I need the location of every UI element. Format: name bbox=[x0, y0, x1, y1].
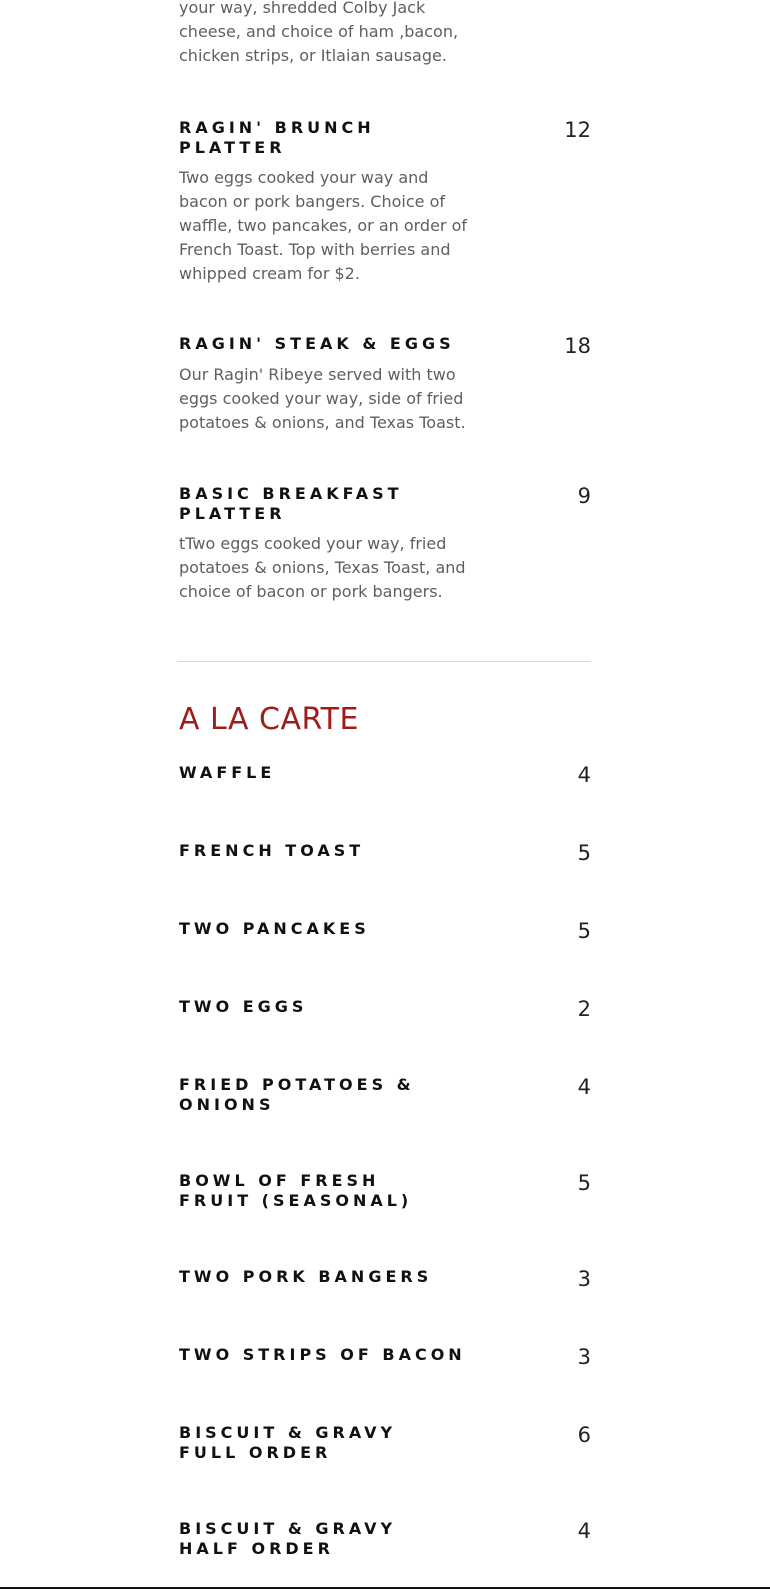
menu-item bbox=[179, 841, 591, 871]
item-price: 3 bbox=[577, 1267, 591, 1291]
item-price: 4 bbox=[577, 1075, 591, 1099]
item-name: BOWL OF FRESH FRUIT (SEASONAL) bbox=[179, 1171, 413, 1210]
item-price: 5 bbox=[577, 919, 591, 943]
menu-item bbox=[179, 1075, 591, 1119]
menu-item bbox=[179, 1423, 591, 1467]
item-name: RAGIN' STEAK & EGGS bbox=[179, 334, 455, 353]
item-description: Two eggs cooked your way and bacon or pork bangers. Choice of waffle, two pancakes, or an order of French Toast. Top with berries and whipped cream for $2. bbox=[179, 168, 468, 283]
menu-item bbox=[179, 1267, 591, 1297]
item-price: 4 bbox=[577, 763, 591, 787]
item-price: 3 bbox=[577, 1345, 591, 1369]
item-price: 6 bbox=[577, 1423, 591, 1447]
item-name: TWO STRIPS OF BACON bbox=[179, 1345, 466, 1364]
item-price: 12 bbox=[564, 118, 591, 142]
item-name: FRIED POTATOES & ONIONS bbox=[179, 1075, 415, 1114]
item-name: WAFFLE bbox=[179, 763, 276, 782]
item-price: 18 bbox=[564, 334, 591, 358]
item-description: tTwo eggs cooked your way, fried potatoes & onions, Texas Toast, and choice of bacon or pork bangers. bbox=[179, 534, 466, 601]
menu-item bbox=[179, 1519, 591, 1563]
menu-item bbox=[179, 763, 591, 793]
item-name: TWO PORK BANGERS bbox=[179, 1267, 433, 1286]
item-price: 5 bbox=[577, 1171, 591, 1195]
item-price: 5 bbox=[577, 841, 591, 865]
item-name: FRENCH TOAST bbox=[179, 841, 365, 860]
item-name: TWO PANCAKES bbox=[179, 919, 370, 938]
menu-item bbox=[179, 334, 591, 444]
item-name: BASIC BREAKFAST PLATTER bbox=[179, 484, 403, 523]
menu-item bbox=[179, 919, 591, 949]
item-name: BISCUIT & GRAVY FULL ORDER bbox=[179, 1423, 397, 1462]
item-price: 9 bbox=[577, 484, 591, 508]
menu-item bbox=[179, 1345, 591, 1375]
item-name: TWO EGGS bbox=[179, 997, 308, 1016]
menu-item bbox=[179, 484, 591, 614]
menu-item bbox=[179, 997, 591, 1027]
menu-item bbox=[179, 1171, 591, 1215]
item-price: 2 bbox=[577, 997, 591, 1021]
item-name: RAGIN' BRUNCH PLATTER bbox=[179, 118, 375, 157]
item-price: 4 bbox=[577, 1519, 591, 1543]
menu-item bbox=[179, 118, 591, 288]
item-description-fragment: your way, shredded Colby Jack cheese, and choice of ham ,bacon, chicken strips, or Itlaian sausage. bbox=[179, 0, 459, 65]
section-title: A LA CARTE bbox=[179, 702, 359, 737]
item-description: Our Ragin' Ribeye served with two eggs cooked your way, side of fried potatoes & onions, and Texas Toast. bbox=[179, 365, 466, 432]
item-name: BISCUIT & GRAVY HALF ORDER bbox=[179, 1519, 397, 1558]
section-divider bbox=[177, 661, 591, 662]
